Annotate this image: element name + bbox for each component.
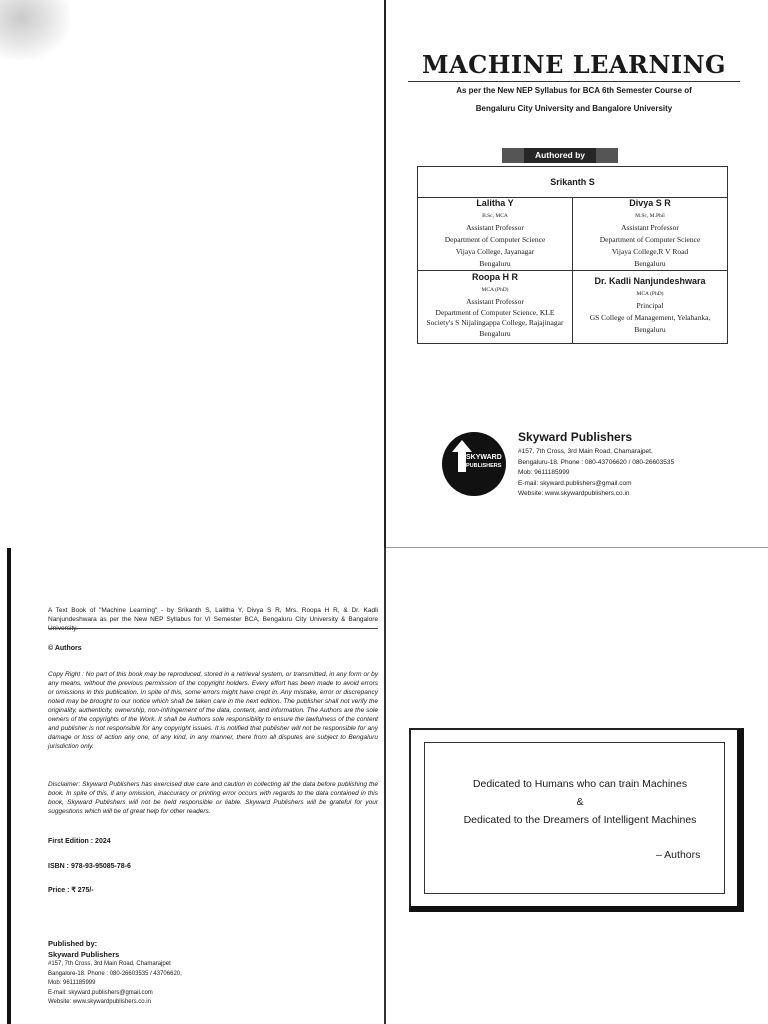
copyright-authors: © Authors <box>48 645 82 652</box>
disclaimer: Disclaimer: Skyward Publishers has exercised due care and caution in collecting all the data before publishing the book. In spite of this, if any omission, inaccuracy or printing error occurs with regards to the data contained in this book, Skyward Publishers will not be held responsible or liable. Skyward Publishers will be grateful for your suggestions which will be of great help for other readers. <box>48 781 378 815</box>
publisher-email: E-mail: skyward.publishers@gmail.com <box>48 989 153 996</box>
author-college: Society's S Nijalingappa College, Rajajinagar <box>426 318 564 327</box>
author-college: Vijaya College,R V Road <box>611 247 689 256</box>
page-spine-bottom <box>384 548 386 1024</box>
author-cell-kadli <box>573 271 727 343</box>
publisher-website: Website: www.skywardpublishers.co.in <box>518 490 630 497</box>
publisher-mobile: Mob: 9611185999 <box>518 469 570 476</box>
author-degree: B.Sc, MCA <box>482 213 508 219</box>
authored-by-label: Authored by <box>524 148 596 163</box>
author-degree: M.Sc, M.Phil <box>635 213 665 219</box>
page-edge-left-bottom <box>7 548 11 1024</box>
author-name: Divya S R <box>629 198 671 208</box>
publisher-address-1: #157, 7th Cross, 3rd Main Road, Chamarajpet <box>48 961 171 967</box>
author-table <box>417 166 728 344</box>
author-role: Assistant Professor <box>621 223 679 232</box>
dedication-line-2: Dedicated to the Dreamers of Intelligent Machines <box>463 814 697 826</box>
author-city: Bengaluru <box>634 259 666 268</box>
author-cell-lalitha <box>418 197 573 271</box>
author-city: Bengaluru <box>479 329 511 338</box>
scan-smudge <box>0 0 70 60</box>
author-name: Dr. Kadli Nanjundeshwara <box>594 276 706 286</box>
university-line: Bengaluru City University and Bangalore University <box>475 104 673 113</box>
author-cell-divya <box>573 197 727 271</box>
authored-by-banner <box>502 148 618 163</box>
lead-author: Srikanth S <box>418 167 727 198</box>
logo-word-1: SKYWARD <box>466 454 502 461</box>
publisher-address-2: Bengaluru-18. Phone : 080-43706620 / 080-26603535 <box>518 458 675 466</box>
publisher-name: Skyward Publishers <box>48 950 120 959</box>
publisher-mobile: Mob: 9611185999 <box>48 980 96 986</box>
author-city: Bengaluru <box>479 259 511 268</box>
banner-left-block <box>502 148 524 163</box>
publisher-contact <box>518 447 674 500</box>
book-title: MACHINE LEARNING <box>421 50 727 79</box>
author-degree: MCA (PhD) <box>636 291 664 297</box>
publisher-email: E-mail: skyward.publishers@gmail.com <box>518 479 632 487</box>
publisher-address-1: #157, 7th Cross, 3rd Main Road, Chamarajpet, <box>518 448 653 455</box>
dedication-ampersand: & <box>576 796 584 808</box>
publisher-block <box>48 938 182 1008</box>
author-dept: Department of Computer Science, KLE <box>435 308 555 317</box>
publisher-address-2: Bangalore-18. Phone : 080-26603535 / 43706620, <box>48 970 182 977</box>
publisher-website: Website: www.skywardpublishers.co.in <box>48 999 151 1005</box>
author-cell-roopa <box>418 271 573 343</box>
page-edge-mid <box>386 547 768 548</box>
banner-right-block <box>596 148 618 163</box>
author-college: Vijaya College, Jayanagar <box>455 247 535 256</box>
author-role: Principal <box>636 301 664 310</box>
author-degree: MCA (PhD) <box>481 287 509 293</box>
title-rule <box>408 81 740 82</box>
dedication-line-1: Dedicated to Humans who can train Machines <box>472 778 688 790</box>
publisher-name: Skyward Publishers <box>518 430 633 444</box>
edition: First Edition : 2024 <box>48 838 111 845</box>
page-spine-top <box>384 0 386 548</box>
author-city: Bengaluru <box>634 325 666 334</box>
book-description: A Text Book of "Machine Learning" - by Srikanth S, Lalitha Y, Divya S R, Mrs. Roopa H R, & Dr. Kadli Nanjundeshwara as per the New NEP Syllabus for VI Semester BCA, Bengaluru City University & Bangalore <box>48 607 378 623</box>
copyright-notice: Copy Right : No part of this book may be reproduced, stored in a retrieval system, or transmitted, in any form or by any means, without the previous permission of the copyright holders. Every effort has been made to avoid errors or omissions in this publication. In spite of this, some errors might have crept in. Any mistake, error or discrepancy noted may be brought to our notice which shall be taken care in the next edition. The publisher shall not verify the originality, authenticity, ownership, non-infringement of the data, content, and information. The Authors are the sole owners of the copyrights of the Work. It shall be Authors sole responsibility to ensure the lawfulness of the content and publisher is not responsible for any copyright issues. It is notified that publisher will not be responsible for any damage or loss of action any one, of any kind, in any manner, there from all disputes are subject to Bengaluru jurisdiction only. <box>48 671 378 750</box>
author-role: Assistant Professor <box>466 297 524 306</box>
syllabus-line: As per the New NEP Syllabus for BCA 6th Semester Course of <box>456 86 692 95</box>
isbn: ISBN : 978-93-95085-78-6 <box>48 863 131 870</box>
logo-word-2: PUBLISHERS <box>466 463 502 469</box>
skyward-logo <box>442 432 506 496</box>
author-college: GS College of Management, Yelahanka, <box>589 313 711 322</box>
author-name: Roopa H R <box>472 272 518 282</box>
price: Price : ₹ 275/- <box>48 887 94 894</box>
logo-text <box>466 454 502 470</box>
author-role: Assistant Professor <box>466 223 524 232</box>
author-dept: Department of Computer Science <box>599 235 701 244</box>
author-dept: Department of Computer Science <box>444 235 546 244</box>
published-by-label: Published by: <box>48 939 98 948</box>
copyright-rule <box>48 628 378 629</box>
dedication-signature: – Authors <box>656 849 701 861</box>
author-name: Lalitha Y <box>476 198 514 208</box>
